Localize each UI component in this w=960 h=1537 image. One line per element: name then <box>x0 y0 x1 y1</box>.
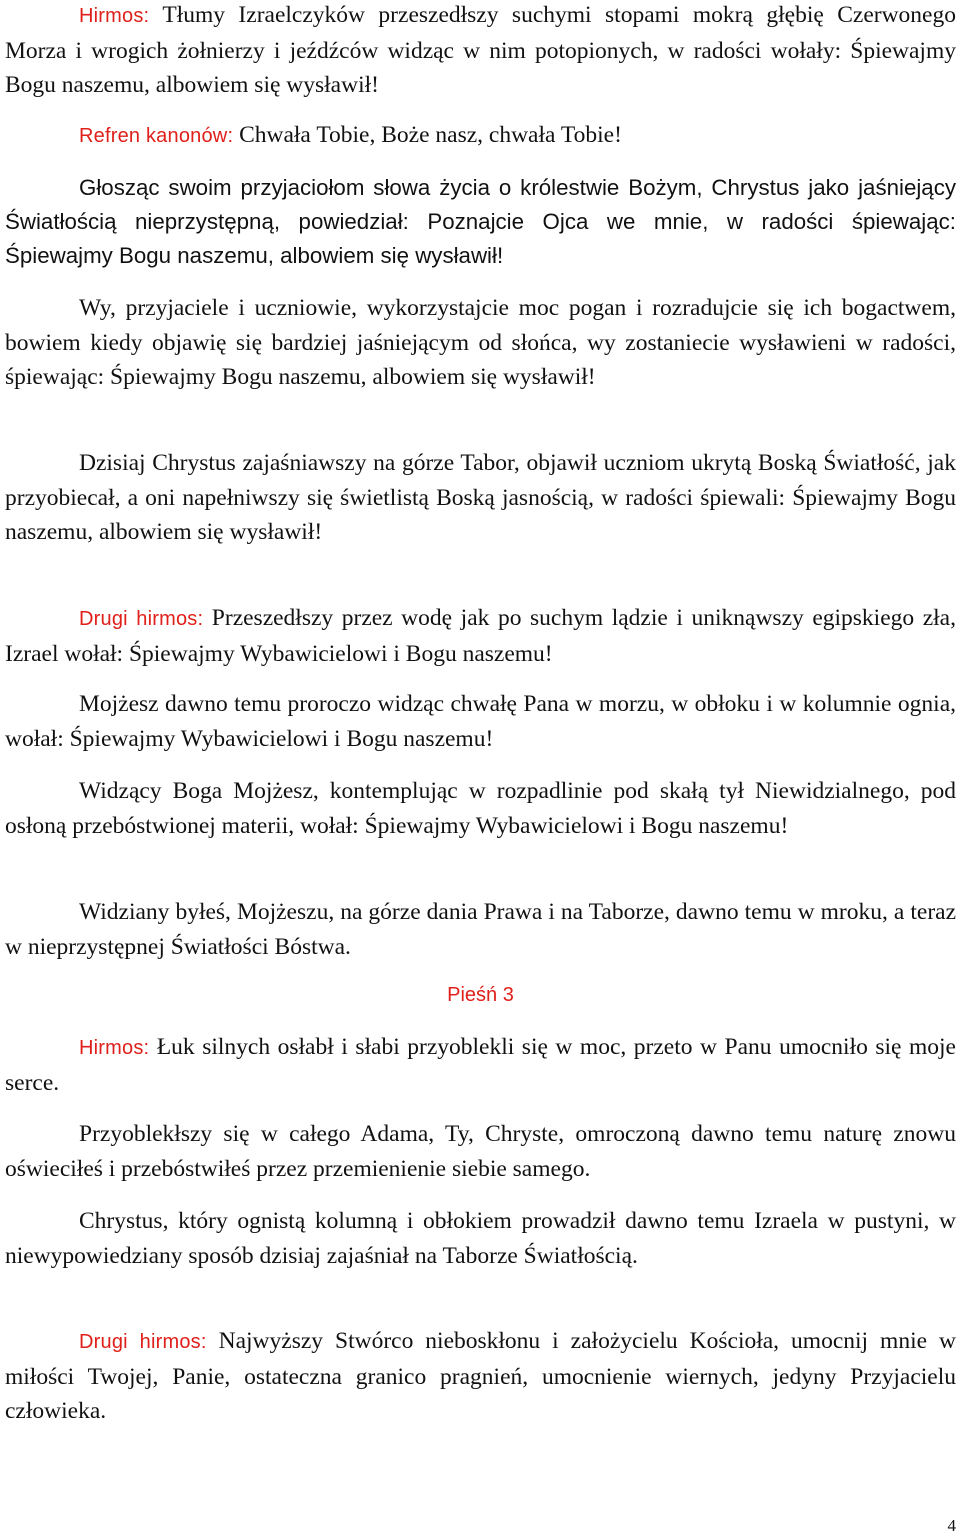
ode3-second-hirmos-label: Drugi hirmos: <box>79 1331 207 1353</box>
troparion-1: Głosząc swoim przyjaciołom słowa życia o królestwie Bożym, Chrystus jako jaśniejący Światłością nieprzystępną, powiedział: Poznajcie Ojca we mnie, w radości śpiewając: Śpiewajmy Bogu naszemu, albowiem się wysławił! <box>5 175 956 268</box>
troparion-5: Widzący Boga Mojżesz, kontemplując w rozpadlinie pod skałą tył Niewidzialnego, pod osłoną przebóstwionej materii, wołał: Śpiewajmy Wybawicielowi i Bogu naszemu! <box>5 778 956 839</box>
ode-3-heading: Pieśń 3 <box>447 984 514 1006</box>
refrain-paragraph <box>5 118 956 154</box>
troparion-6: Widziany byłeś, Mojżeszu, na górze dania Prawa i na Taborze, dawno temu w mroku, a teraz w nieprzystępnej Światłości Bóstwa. <box>5 899 956 960</box>
second-hirmos-paragraph <box>5 601 956 671</box>
troparion-3: Dzisiaj Chrystus zajaśniawszy na górze Tabor, objawił uczniom ukrytą Boską Światłość, jak przyobiecał, a oni napełniwszy się świetlistą Boską jasnością, w radości śpiewali: Śpiewajmy Bogu naszemu, albowiem się wysławił! <box>5 450 956 545</box>
ode3-hirmos-text: Łuk silnych osłabł i słabi przyoblekli się w moc, przeto w Panu umocniło się moje serce. <box>5 1034 956 1096</box>
troparion-8: Chrystus, który ognistą kolumną i obłokiem prowadził dawno temu Izraela w pustyni, w niewypowiedziany sposób dzisiaj zajaśniał na Taborze Światłością. <box>5 1208 956 1269</box>
ode3-hirmos-paragraph <box>5 1030 956 1100</box>
ode3-second-hirmos-text: Najwyższy Stwórco nieboskłonu i założycielu Kościoła, umocnij mnie w miłości Twojej, Panie, ostateczna granico pragnień, umocnienie wiernych, jedyny Przyjacielu człowieka. <box>5 1328 956 1424</box>
refrain-text: Chwała Tobie, Boże nasz, chwała Tobie! <box>233 122 622 148</box>
hirmos-label: Hirmos: <box>79 5 150 27</box>
refrain-label: Refren kanonów: <box>79 125 234 147</box>
ode3-second-hirmos-paragraph <box>5 1324 956 1429</box>
hirmos-text: Tłumy Izraelczyków przeszedłszy suchymi stopami mokrą głębię Czerwonego Morza i wrogich żołnierzy i jeźdźców widząc w nim potopionych, w radości wołały: Śpiewajmy Bogu naszemu, albowiem się wysławił! <box>5 2 956 98</box>
troparion-7: Przyoblekłszy się w całego Adama, Ty, Chryste, omroczoną dawno temu naturę znowu oświeciłeś i przebóstwiłeś przez przemienienie siebie samego. <box>5 1121 956 1182</box>
second-hirmos-label: Drugi hirmos: <box>79 608 204 630</box>
second-hirmos-text: Przeszedłszy przez wodę jak po suchym lądzie i uniknąwszy egipskiego zła, Izrael wołał: Śpiewajmy Wybawicielowi i Bogu naszemu! <box>5 605 956 667</box>
ode3-hirmos-label: Hirmos: <box>79 1037 150 1059</box>
hirmos-paragraph <box>5 0 956 103</box>
troparion-2: Wy, przyjaciele i uczniowie, wykorzystajcie moc pogan i rozradujcie się ich bogactwem, bowiem kiedy objawię się bardziej jaśniejącym od słońca, wy zostaniecie wysławieni w radości, śpiewając: Śpiewajmy Bogu naszemu, albowiem się wysławił! <box>5 295 956 390</box>
troparion-4: Mojżesz dawno temu proroczo widząc chwałę Pana w morzu, w obłoku i w kolumnie ognia, wołał: Śpiewajmy Wybawicielowi i Bogu naszemu! <box>5 691 956 752</box>
page-number: 4 <box>947 1516 956 1535</box>
